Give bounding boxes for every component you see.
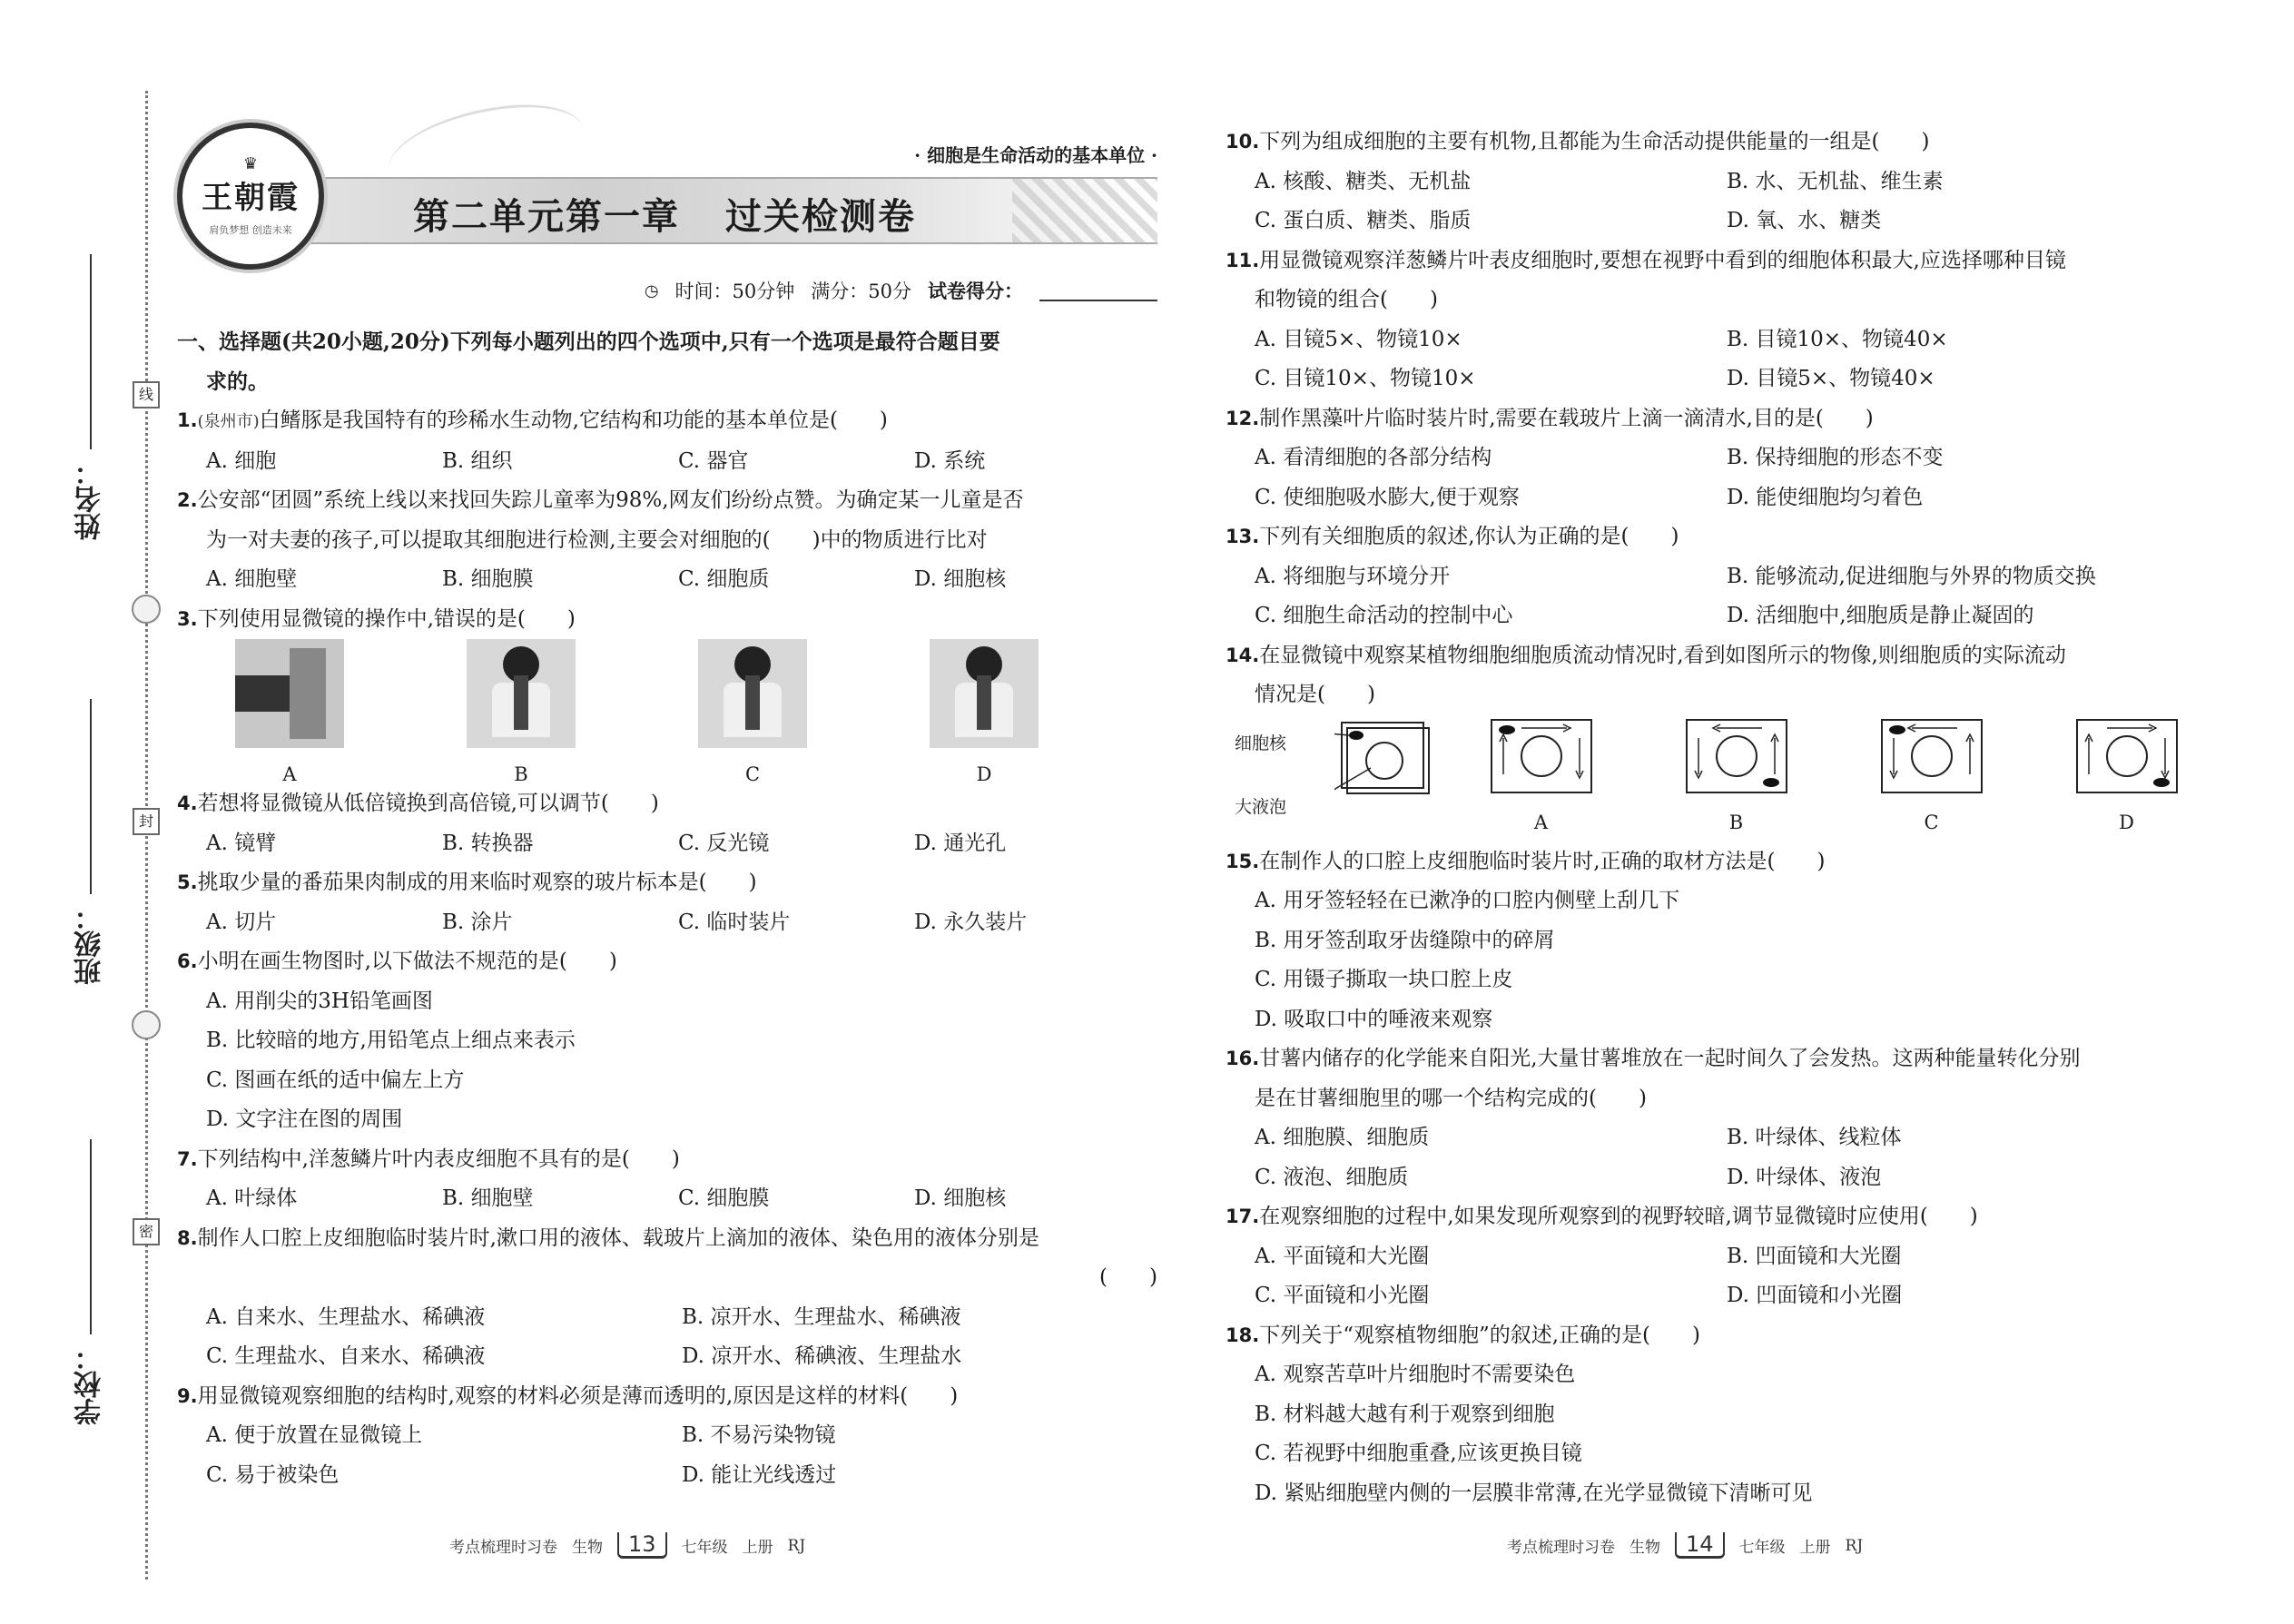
cytoplasm-flow-figures bbox=[1226, 715, 2233, 842]
options bbox=[177, 560, 1157, 600]
question-number: 4. bbox=[177, 792, 198, 814]
photo-caption: B bbox=[514, 763, 528, 785]
option-b[interactable]: B. 细胞壁 bbox=[442, 1186, 534, 1210]
footer-subject: 生物 bbox=[1629, 1539, 1660, 1557]
option-d[interactable]: D. 永久装片 bbox=[914, 910, 1028, 934]
option-c[interactable]: C. 细胞生命活动的控制中心 bbox=[1255, 604, 1513, 627]
name-field[interactable] bbox=[71, 254, 111, 540]
cell-option-b[interactable] bbox=[1639, 715, 1834, 843]
school-label: 学校： bbox=[74, 1343, 106, 1425]
option-c[interactable]: C. 细胞膜 bbox=[678, 1186, 770, 1210]
question-text: 在显微镜中观察某植物细胞细胞质流动情况时,看到如图所示的物像,则细胞质的实际流动 bbox=[1259, 643, 2066, 667]
footer-series: 考点梳理时习卷 bbox=[1507, 1539, 1615, 1557]
binding-hole bbox=[132, 595, 161, 624]
photo-caption: D bbox=[976, 763, 992, 785]
section-heading bbox=[177, 322, 1157, 401]
options bbox=[177, 1179, 1157, 1219]
photo-option-d[interactable] bbox=[926, 639, 1157, 795]
question-text: 制作人口腔上皮细胞临时装片时,漱口用的液体、载玻片上滴加的液体、染色用的液体分别是 bbox=[197, 1225, 1039, 1250]
photo-option-c[interactable] bbox=[694, 639, 926, 795]
question-number: 14. bbox=[1226, 644, 1260, 666]
question-text: 小明在画生物图时,以下做法不规范的是( ) bbox=[197, 950, 617, 973]
question-14 bbox=[1226, 636, 2233, 842]
cut-mark-xian: 线 bbox=[133, 381, 160, 408]
option-b[interactable]: B. 凉开水、生理盐水、稀碘液 bbox=[682, 1304, 961, 1329]
question-number: 15. bbox=[1226, 850, 1260, 872]
cell-option-d[interactable] bbox=[2029, 715, 2224, 843]
question-text-cont: 情况是( ) bbox=[1255, 683, 1375, 706]
student-microscope-photo bbox=[698, 639, 807, 748]
option-b[interactable]: B. 细胞膜 bbox=[442, 567, 534, 591]
exam-meta bbox=[645, 277, 1157, 304]
figure-caption: D bbox=[2119, 811, 2134, 833]
question-4 bbox=[177, 784, 1157, 863]
footer-series: 考点梳理时习卷 bbox=[449, 1539, 557, 1557]
cell-option-a[interactable] bbox=[1443, 715, 1639, 843]
question-5 bbox=[177, 863, 1157, 942]
student-microscope-photo bbox=[930, 639, 1039, 748]
options bbox=[1226, 478, 2233, 518]
question-number: 10. bbox=[1226, 131, 1260, 153]
brand-logo bbox=[177, 123, 324, 270]
footer-grade: 七年级 bbox=[1738, 1539, 1786, 1557]
option-c[interactable]: C. 使细胞吸水膨大,便于观察 bbox=[1255, 485, 1520, 509]
option-b[interactable]: B. 转换器 bbox=[442, 831, 534, 855]
options bbox=[1226, 1276, 2233, 1316]
title-part2: 过关检测卷 bbox=[725, 195, 916, 238]
option-b[interactable]: B. 能够流动,促进细胞与外界的物质交换 bbox=[1727, 564, 2096, 588]
question-text: 制作黑藻叶片临时装片时,需要在载玻片上滴一滴清水,目的是( ) bbox=[1259, 406, 1874, 430]
question-number: 12. bbox=[1226, 407, 1260, 429]
question-number: 6. bbox=[177, 950, 198, 972]
binding-hole bbox=[132, 1010, 161, 1039]
section-heading-line2: 求的。 bbox=[206, 369, 269, 394]
option-c[interactable]: C. 平面镜和小光圈 bbox=[1255, 1284, 1430, 1307]
options bbox=[1226, 596, 2233, 636]
option-a[interactable]: A. 切片 bbox=[206, 910, 277, 934]
clock-icon: ◷ bbox=[644, 281, 659, 300]
observed-cell-figure bbox=[1325, 715, 1443, 802]
option-a[interactable]: A. 用削尖的3H铅笔画图 bbox=[206, 989, 433, 1013]
question-text: 甘薯内储存的化学能来自阳光,大量甘薯堆放在一起时间久了会发热。这两种能量转化分别 bbox=[1259, 1047, 2081, 1070]
page-title bbox=[413, 188, 916, 240]
photo-option-a[interactable] bbox=[231, 639, 463, 795]
photo-option-b[interactable] bbox=[463, 639, 694, 795]
option-c[interactable]: C. 器官 bbox=[678, 448, 749, 473]
question-number: 18. bbox=[1226, 1324, 1260, 1346]
option-a[interactable]: A. 细胞 bbox=[206, 448, 277, 473]
option-c[interactable]: C. 若视野中细胞重叠,应该更换目镜 bbox=[1255, 1442, 1582, 1465]
right-page bbox=[1226, 0, 2233, 1624]
option-b[interactable]: B. 不易污染物镜 bbox=[682, 1423, 836, 1447]
options bbox=[1226, 438, 2233, 478]
question-number: 8. bbox=[177, 1226, 198, 1249]
option-d[interactable]: D. 凹面镜和小光圈 bbox=[1727, 1284, 1903, 1307]
question-number: 16. bbox=[1226, 1048, 1260, 1069]
cut-mark-mi: 密 bbox=[133, 1218, 160, 1245]
option-c[interactable]: C. 图画在纸的适中偏左上方 bbox=[206, 1068, 465, 1092]
option-d[interactable]: D. 叶绿体、液泡 bbox=[1727, 1165, 1882, 1189]
question-16 bbox=[1226, 1039, 2233, 1197]
option-d[interactable]: D. 凉开水、稀碘液、生理盐水 bbox=[682, 1344, 962, 1368]
answer-paren: ( ) bbox=[1099, 1265, 1157, 1289]
question-number: 1. bbox=[177, 409, 198, 431]
question-text: 下列有关细胞质的叙述,你认为正确的是( ) bbox=[1259, 525, 1679, 548]
class-label: 班级： bbox=[74, 903, 106, 985]
option-c[interactable]: C. 目镜10×、物镜10× bbox=[1255, 367, 1476, 390]
option-b[interactable]: B. 比较暗的地方,用铅笔点上细点来表示 bbox=[206, 1029, 576, 1052]
header bbox=[177, 104, 1157, 302]
label-nucleus: 细胞核 bbox=[1235, 733, 1287, 753]
microscope-hand-photo bbox=[235, 639, 344, 748]
full-score-label: 满分：50分 bbox=[811, 281, 911, 302]
question-15 bbox=[1226, 842, 2233, 1040]
cut-line bbox=[145, 91, 148, 1580]
page-footer-left bbox=[449, 1532, 805, 1559]
option-c[interactable]: C. 用镊子撕取一块口腔上皮 bbox=[1255, 968, 1513, 991]
photo-caption: A bbox=[282, 763, 297, 785]
footer-edition: RJ bbox=[1845, 1536, 1864, 1555]
crown-icon: ♛ bbox=[242, 153, 259, 173]
cell-option-c[interactable] bbox=[1834, 715, 2029, 843]
question-18 bbox=[1226, 1316, 2233, 1514]
option-b[interactable]: B. 涂片 bbox=[442, 910, 513, 934]
option-c[interactable]: C. 液泡、细胞质 bbox=[1255, 1165, 1409, 1189]
question-text: 下列结构中,洋葱鳞片叶内表皮细胞不具有的是( ) bbox=[197, 1147, 680, 1171]
question-17 bbox=[1226, 1197, 2233, 1316]
option-a[interactable]: A. 核酸、糖类、无机盐 bbox=[1255, 169, 1472, 193]
option-b[interactable]: B. 凹面镜和大光圈 bbox=[1727, 1244, 1902, 1268]
option-a[interactable]: A. 镜臂 bbox=[206, 831, 277, 855]
option-b[interactable]: B. 叶绿体、线粒体 bbox=[1727, 1126, 1902, 1149]
option-a[interactable]: A. 目镜5×、物镜10× bbox=[1255, 327, 1462, 351]
footer-volume: 上册 bbox=[1799, 1539, 1831, 1557]
footer-volume: 上册 bbox=[742, 1539, 773, 1557]
option-a[interactable]: A. 细胞壁 bbox=[206, 567, 298, 591]
options bbox=[1226, 557, 2233, 597]
page-footer-right bbox=[1507, 1532, 1863, 1559]
option-d[interactable]: D. 活细胞中,细胞质是静止凝固的 bbox=[1727, 604, 2034, 627]
option-c[interactable]: C. 易于被染色 bbox=[206, 1462, 340, 1487]
option-d[interactable]: D. 文字注在图的周围 bbox=[206, 1107, 403, 1131]
figure-caption: B bbox=[1728, 811, 1744, 833]
option-d[interactable]: D. 能让光线透过 bbox=[682, 1462, 837, 1487]
question-1 bbox=[177, 401, 1157, 481]
question-text: 公安部“团圆”系统上线以来找回失踪儿童率为98%,网友们纷纷点赞。为确定某一儿童是否 bbox=[197, 488, 1024, 512]
option-a[interactable]: A. 细胞膜、细胞质 bbox=[1255, 1126, 1430, 1149]
binding-margin bbox=[0, 0, 172, 1624]
question-number: 5. bbox=[177, 871, 198, 893]
time-label: 时间：50分钟 bbox=[674, 281, 795, 302]
figure-caption: A bbox=[1533, 811, 1549, 833]
option-d[interactable]: D. 系统 bbox=[914, 448, 986, 473]
unit-subtitle: · 细胞是生命活动的基本单位 · bbox=[914, 144, 1157, 166]
option-a[interactable]: A. 叶绿体 bbox=[206, 1186, 298, 1210]
school-field[interactable] bbox=[71, 1139, 111, 1425]
options bbox=[1226, 320, 2233, 360]
figure-caption: C bbox=[1924, 811, 1939, 833]
options bbox=[177, 903, 1157, 943]
options bbox=[1226, 162, 2233, 202]
question-text-cont: 为一对夫妻的孩子,可以提取其细胞进行检测,主要会对细胞的( )中的物质进行比对 bbox=[206, 527, 988, 552]
option-d[interactable]: D. 能使细胞均匀着色 bbox=[1727, 485, 1924, 509]
option-b[interactable]: B. 目镜10×、物镜40× bbox=[1727, 327, 1948, 351]
question-text: 若想将显微镜从低倍镜换到高倍镜,可以调节( ) bbox=[197, 792, 659, 815]
option-a[interactable]: A. 自来水、生理盐水、稀碘液 bbox=[206, 1304, 486, 1329]
options bbox=[177, 1416, 1157, 1456]
question-9 bbox=[177, 1377, 1157, 1496]
option-a[interactable]: A. 观察苦草叶片细胞时不需要染色 bbox=[1255, 1363, 1576, 1386]
option-c[interactable]: C. 蛋白质、糖类、脂质 bbox=[1255, 209, 1472, 232]
option-c[interactable]: C. 细胞质 bbox=[678, 567, 770, 591]
cut-mark-feng: 封 bbox=[133, 808, 160, 835]
option-d[interactable]: D. 细胞核 bbox=[914, 567, 1007, 591]
question-13 bbox=[1226, 517, 2233, 636]
right-content bbox=[1226, 123, 2233, 1513]
score-blank[interactable] bbox=[1039, 280, 1157, 301]
option-a[interactable]: A. 便于放置在显微镜上 bbox=[206, 1423, 423, 1447]
question-6 bbox=[177, 942, 1157, 1140]
options bbox=[1226, 1237, 2233, 1277]
option-a[interactable]: A. 用牙签轻轻在已漱净的口腔内侧壁上刮几下 bbox=[1255, 889, 1680, 912]
question-source-tag: (泉州市) bbox=[197, 412, 260, 431]
question-11 bbox=[1226, 241, 2233, 399]
option-a[interactable]: A. 平面镜和大光圈 bbox=[1255, 1244, 1430, 1268]
question-text: 用显微镜观察洋葱鳞片叶表皮细胞时,要想在视野中看到的细胞体积最大,应选择哪种目镜 bbox=[1259, 248, 2066, 272]
microscope-photos bbox=[177, 639, 1157, 784]
label-vacuole: 大液泡 bbox=[1235, 796, 1287, 817]
question-12 bbox=[1226, 399, 2233, 518]
option-c[interactable]: C. 临时装片 bbox=[678, 910, 791, 934]
page-number: 13 bbox=[617, 1532, 667, 1559]
option-c[interactable]: C. 生理盐水、自来水、稀碘液 bbox=[206, 1344, 486, 1368]
options bbox=[177, 1298, 1157, 1338]
question-text: 挑取少量的番茄果肉制成的用来临时观察的玻片标本是( ) bbox=[197, 871, 757, 894]
options bbox=[1226, 1158, 2233, 1198]
question-number: 11. bbox=[1226, 249, 1260, 271]
question-text-cont: 和物镜的组合( ) bbox=[1255, 288, 1438, 311]
option-a[interactable]: A. 将细胞与环境分开 bbox=[1255, 564, 1451, 588]
option-b[interactable]: B. 水、无机盐、维生素 bbox=[1727, 169, 1944, 193]
logo-slogan: 肩负梦想 创造未来 bbox=[209, 223, 292, 236]
option-d[interactable]: D. 通光孔 bbox=[914, 831, 1007, 855]
option-b[interactable]: B. 用牙签刮取牙齿缝隙中的碎屑 bbox=[1255, 928, 1555, 952]
question-3 bbox=[177, 600, 1157, 785]
section-heading-line1: 一、选择题(共20小题,20分)下列每小题列出的四个选项中,只有一个选项是最符合题目要 bbox=[177, 330, 1000, 354]
options bbox=[177, 1337, 1157, 1377]
options bbox=[177, 442, 1157, 482]
page-number: 14 bbox=[1675, 1532, 1725, 1559]
question-text: 下列关于“观察植物细胞”的叙述,正确的是( ) bbox=[1259, 1323, 1700, 1347]
options bbox=[177, 824, 1157, 864]
option-b[interactable]: B. 材料越大越有利于观察到细胞 bbox=[1255, 1402, 1555, 1426]
options bbox=[1226, 359, 2233, 399]
question-number: 13. bbox=[1226, 526, 1260, 547]
question-text: 白鳍豚是我国特有的珍稀水生动物,它结构和功能的基本单位是( ) bbox=[259, 408, 888, 432]
question-text: 下列为组成细胞的主要有机物,且都能为生命活动提供能量的一组是( ) bbox=[1259, 130, 1930, 153]
option-d[interactable]: D. 氧、水、糖类 bbox=[1727, 209, 1882, 232]
question-number: 17. bbox=[1226, 1206, 1260, 1227]
left-page bbox=[177, 0, 1157, 1624]
name-label: 姓名： bbox=[74, 458, 106, 540]
left-content bbox=[177, 322, 1157, 1495]
footer-grade: 七年级 bbox=[681, 1539, 728, 1557]
question-number: 9. bbox=[177, 1384, 198, 1407]
question-10 bbox=[1226, 123, 2233, 241]
exam-score-label: 试卷得分： bbox=[928, 280, 1023, 302]
options bbox=[1226, 202, 2233, 241]
option-d[interactable]: D. 紧贴细胞壁内侧的一层膜非常薄,在光学显微镜下清晰可见 bbox=[1255, 1481, 1813, 1505]
logo-name: 王朝霞 bbox=[202, 179, 300, 216]
question-text: 在制作人的口腔上皮细胞临时装片时,正确的取材方法是( ) bbox=[1259, 849, 1826, 873]
photo-caption: C bbox=[744, 763, 761, 785]
options bbox=[177, 1456, 1157, 1496]
question-7 bbox=[177, 1140, 1157, 1219]
question-2 bbox=[177, 481, 1157, 600]
question-number: 2. bbox=[177, 489, 198, 511]
option-a[interactable]: A. 看清细胞的各部分结构 bbox=[1255, 446, 1492, 469]
question-text-cont: 是在甘薯细胞里的哪一个结构完成的( ) bbox=[1255, 1086, 1647, 1110]
option-d[interactable]: D. 吸取口中的唾液来观察 bbox=[1255, 1007, 1493, 1031]
options bbox=[1226, 1118, 2233, 1158]
student-microscope-photo bbox=[467, 639, 576, 748]
question-number: 3. bbox=[177, 607, 198, 630]
figure-labels bbox=[1235, 715, 1325, 833]
footer-edition: RJ bbox=[787, 1536, 806, 1555]
question-number: 7. bbox=[177, 1147, 198, 1170]
class-field[interactable] bbox=[71, 699, 111, 985]
title-part1: 第二单元第一章 bbox=[413, 195, 680, 238]
option-b[interactable]: B. 保持细胞的形态不变 bbox=[1727, 446, 1944, 469]
option-d[interactable]: D. 目镜5×、物镜40× bbox=[1727, 367, 1935, 390]
footer-subject: 生物 bbox=[572, 1539, 603, 1557]
option-b[interactable]: B. 组织 bbox=[442, 448, 513, 473]
option-d[interactable]: D. 细胞核 bbox=[914, 1186, 1007, 1210]
question-8 bbox=[177, 1219, 1157, 1377]
question-text: 下列使用显微镜的操作中,错误的是( ) bbox=[197, 606, 576, 631]
question-text: 用显微镜观察细胞的结构时,观察的材料必须是薄而透明的,原因是这样的材料( ) bbox=[197, 1383, 959, 1408]
question-text: 在观察细胞的过程中,如果发现所观察到的视野较暗,调节显微镜时应使用( ) bbox=[1259, 1205, 1978, 1228]
option-c[interactable]: C. 反光镜 bbox=[678, 831, 770, 855]
